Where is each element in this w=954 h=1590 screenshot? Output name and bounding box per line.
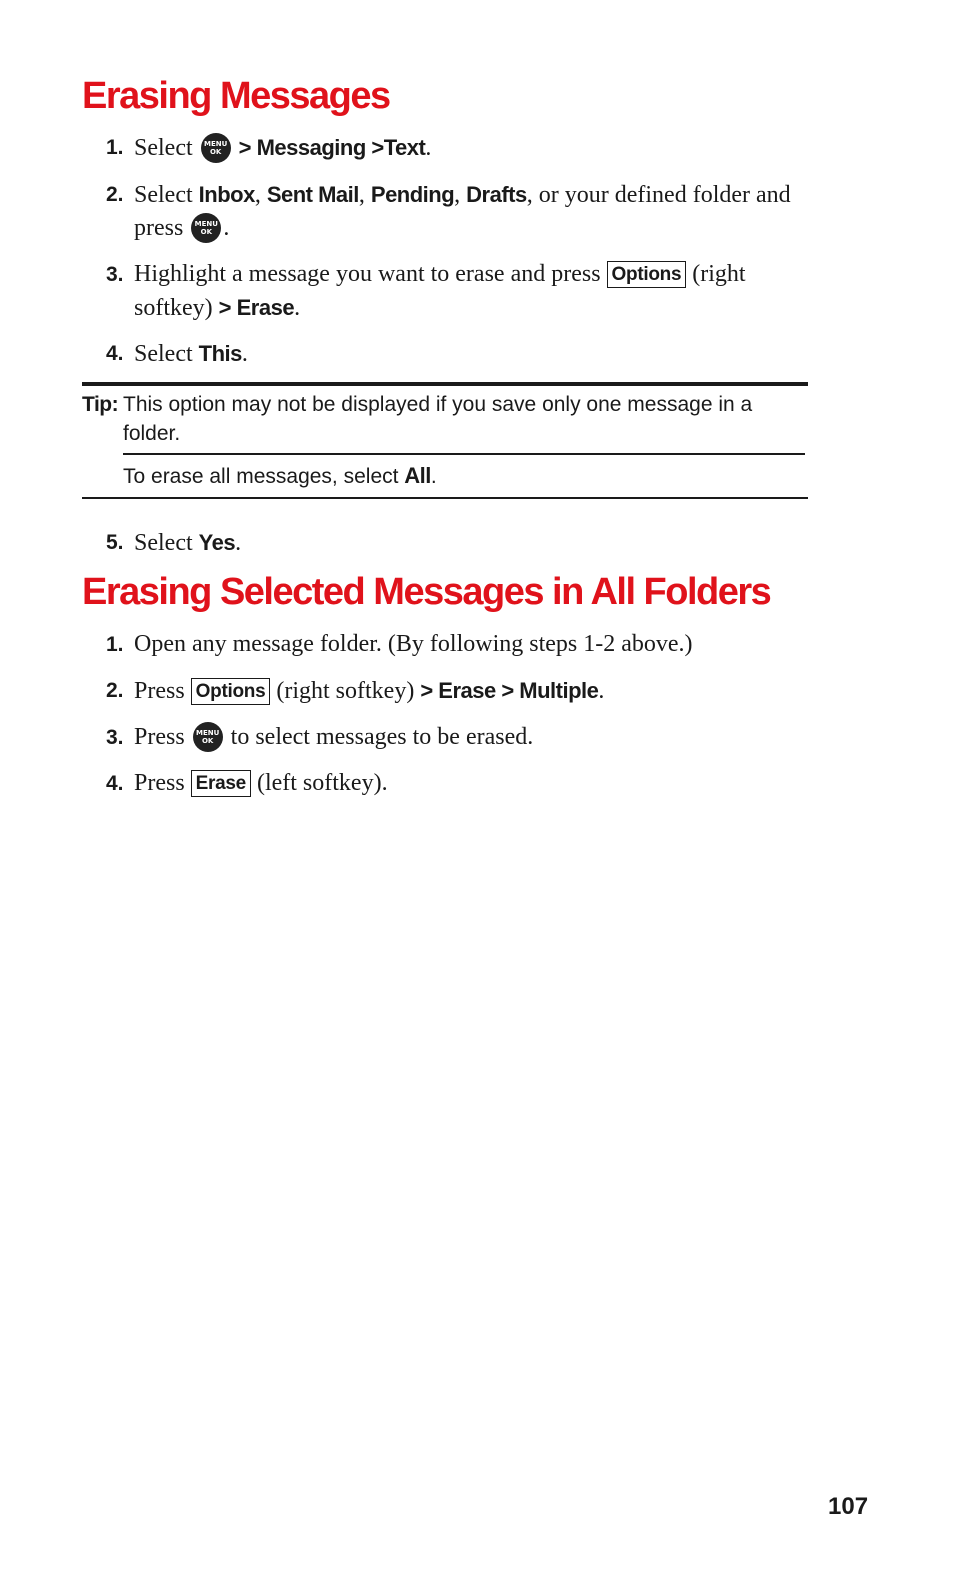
menu-path: > Messaging >Text: [238, 135, 426, 160]
section-title-erasing-messages: Erasing Messages: [82, 75, 390, 117]
tip-bottom-rule: [82, 497, 808, 499]
tip-text-2: To erase all messages, select All.: [123, 463, 437, 488]
step-number: 3.: [106, 263, 124, 286]
menu-ok-key-icon: [193, 722, 223, 752]
option-yes: Yes: [198, 530, 236, 555]
option-inbox: Inbox: [198, 182, 255, 207]
step-4: [82, 337, 812, 371]
step-number: 5.: [106, 531, 124, 554]
menu-path: > Erase: [218, 295, 295, 320]
options-softkey-label: Options: [191, 678, 271, 705]
step-4: [82, 767, 812, 800]
erase-softkey-label: Erase: [191, 770, 251, 797]
step-number: 4.: [106, 342, 124, 365]
tip-divider: [123, 453, 805, 455]
step-text: Select Yes.: [134, 530, 242, 556]
step-3: [82, 258, 812, 325]
step-number: 1.: [106, 136, 124, 159]
step-number: 3.: [106, 726, 124, 749]
step-2: [82, 178, 812, 245]
step-number: 4.: [106, 772, 124, 795]
page-number: 107: [828, 1493, 869, 1520]
menu-path: > Erase > Multiple: [420, 678, 599, 703]
step-text: Press Erase (left softkey).: [134, 770, 388, 796]
step-3: [82, 721, 812, 754]
step-number: 1.: [106, 633, 124, 656]
step-number: 2.: [106, 679, 124, 702]
tip-text: This option may not be displayed if you save only one message in a folder.: [123, 393, 753, 445]
step-text: Press Options (right softkey) > Erase > Multiple.: [134, 678, 605, 704]
tip-box: [82, 390, 802, 448]
section-title-erasing-selected: Erasing Selected Messages in All Folders: [82, 571, 771, 613]
option-pending: Pending: [370, 182, 455, 207]
step-5: [82, 526, 812, 560]
option-this: This: [198, 341, 242, 366]
menu-ok-key-icon: [191, 213, 221, 243]
option-drafts: Drafts: [466, 182, 527, 207]
menu-ok-key-icon: [201, 133, 231, 163]
step-number: 2.: [106, 183, 124, 206]
step-text: Select MENU OK > Messaging >Text.: [134, 131, 812, 165]
step-1: [82, 131, 812, 165]
option-all: All: [404, 463, 431, 488]
option-sent-mail: Sent Mail: [266, 182, 359, 207]
tip-top-rule: [82, 382, 808, 386]
step-text: Press MENU OK to select messages to be erased.: [134, 721, 812, 754]
options-softkey-label: Options: [607, 261, 687, 288]
tip-label: Tip:: [82, 393, 119, 416]
step-text: Open any message folder. (By following steps 1-2 above.): [134, 631, 693, 657]
step-1: [82, 628, 812, 661]
step-2: [82, 674, 812, 708]
step-text: Select This.: [134, 341, 248, 367]
step-text: Select Inbox, Sent Mail, Pending, Drafts, or your defined folder and press MENU OK.: [134, 178, 812, 245]
step-text: Highlight a message you want to erase and press Options (right softkey) > Erase.: [134, 261, 746, 321]
